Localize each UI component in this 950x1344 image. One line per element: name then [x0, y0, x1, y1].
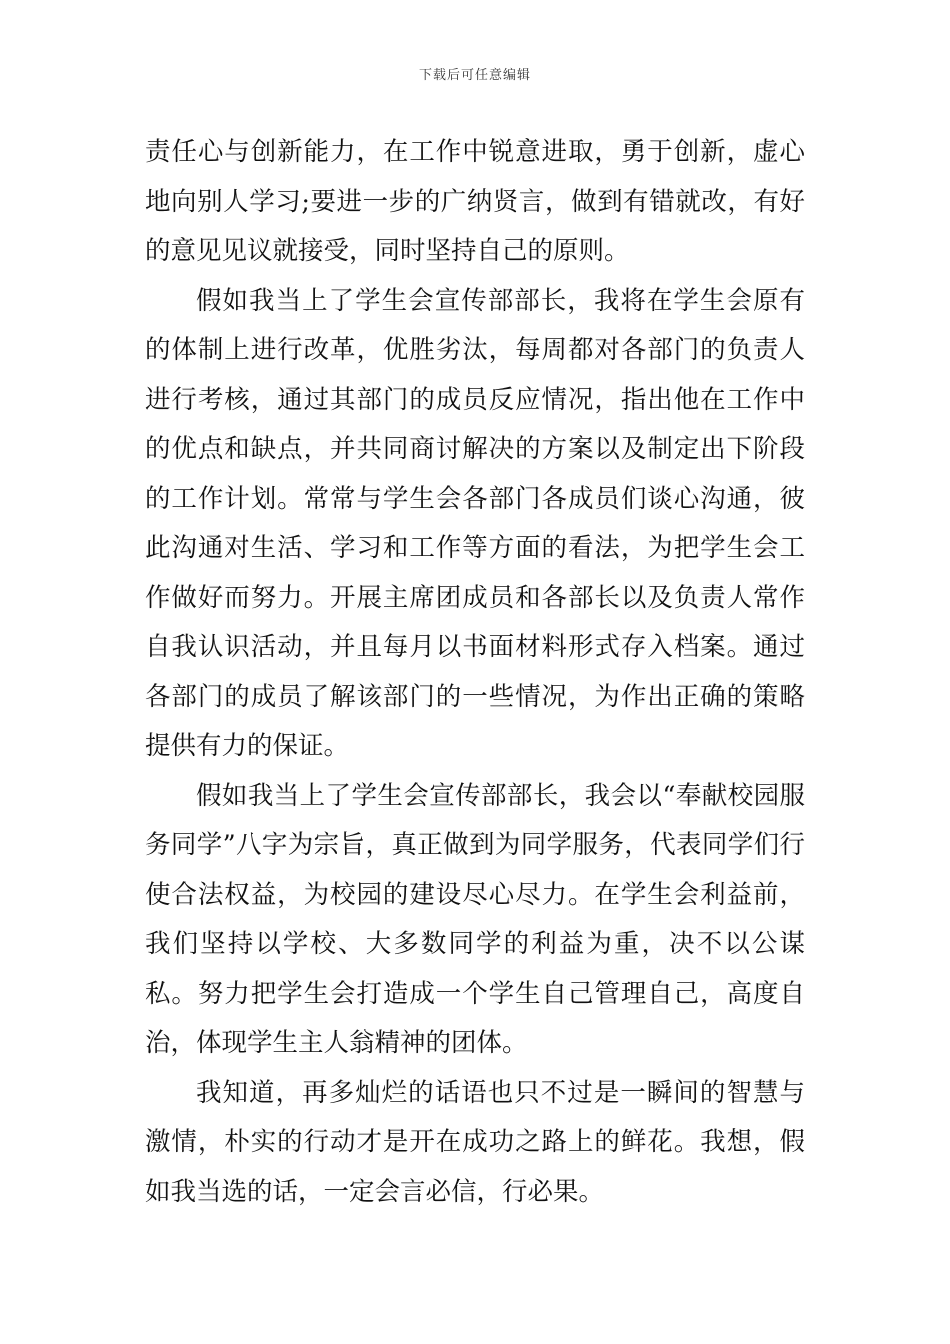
paragraph-1: 责任心与创新能力，在工作中锐意进取，勇于创新，虚心地向别人学习;要进一步的广纳贤言，做到有错就改，有好的意见见议就接受，同时坚持自己的原则。 — [145, 137, 805, 266]
paragraph-3: 假如我当上了学生会宣传部部长，我会以“奉献校园服务同学”八字为宗旨，真正做到为同学服务，代表同学们行使合法权益，为校园的建设尽心尽力。在学生会利益前，我们坚持以学校、大多数同学的利益为重，决不以公谋私。努力把学生会打造成一个学生自己管理自己，高度自治，体现学生主人翁精神的团体。 — [145, 780, 805, 1058]
paragraph-4: 我知道，再多灿烂的话语也只不过是一瞬间的智慧与激情，朴实的行动才是开在成功之路上的鲜花。我想，假如我当选的话，一定会言必信，行必果。 — [145, 1077, 805, 1207]
paragraph-2: 假如我当上了学生会宣传部部长，我将在学生会原有的体制上进行改革，优胜劣汰，每周都对各部门的负责人进行考核，通过其部门的成员反应情况，指出他在工作中的优点和缺点，并共同商讨解决的方案以及制定出下阶段的工作计划。常常与学生会各部门各成员们谈心沟通，彼此沟通对生活、学习和工作等方面的看法，为把学生会工作做好而努力。开展主席团成员和各部长以及负责人常作自我认识活动，并且每月以书面材料形式存入档案。通过各部门的成员了解该部门的一些情况，为作出正确的策略提供有力的保证。 — [145, 285, 805, 761]
header-note: 下载后可任意编辑 — [418, 68, 531, 83]
document-body — [145, 128, 805, 1217]
